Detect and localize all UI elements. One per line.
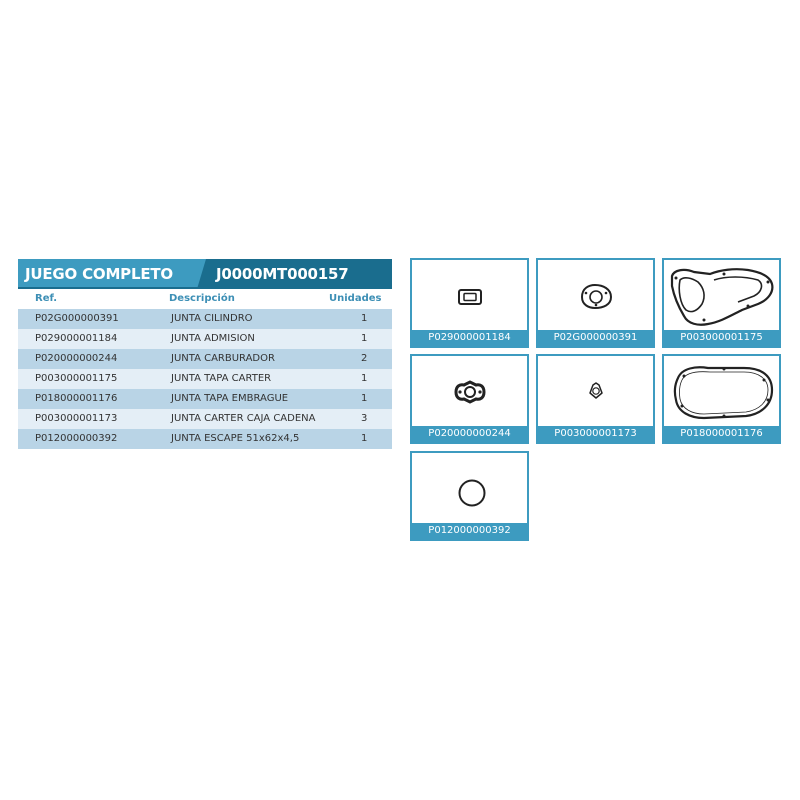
row-units: 3 <box>361 413 368 424</box>
table-row <box>18 349 392 369</box>
carburetor-gasket-icon <box>412 356 527 428</box>
part-label: P003000001175 <box>664 330 779 346</box>
chain-case-gasket-icon <box>538 356 653 428</box>
table-row <box>18 369 392 389</box>
row-ref: P029000001184 <box>35 333 118 344</box>
table-body <box>18 309 392 449</box>
part-card[interactable] <box>410 258 529 348</box>
row-units: 1 <box>361 333 368 344</box>
crankcase-cover-gasket-icon <box>664 260 779 332</box>
row-units: 2 <box>361 353 368 364</box>
row-description: JUNTA CARBURADOR <box>171 353 275 364</box>
row-description: JUNTA ADMISION <box>171 333 255 344</box>
table-row <box>18 389 392 409</box>
column-header-ref: Ref. <box>35 293 58 304</box>
row-units: 1 <box>361 313 368 324</box>
part-card[interactable] <box>410 451 529 541</box>
row-ref: P003000001175 <box>35 373 118 384</box>
part-label: P02G000000391 <box>538 330 653 346</box>
table-row <box>18 309 392 329</box>
part-label: P012000000392 <box>412 523 527 539</box>
column-header-units: Unidades <box>329 293 382 304</box>
exhaust-gasket-icon <box>412 453 527 525</box>
part-card[interactable] <box>662 354 781 444</box>
row-description: JUNTA CARTER CAJA CADENA <box>171 413 316 424</box>
kit-header <box>18 259 392 289</box>
part-card[interactable] <box>410 354 529 444</box>
clutch-cover-gasket-icon <box>664 356 779 428</box>
part-card[interactable] <box>536 258 655 348</box>
kit-code: J0000MT000157 <box>206 259 392 289</box>
part-card[interactable] <box>536 354 655 444</box>
row-ref: P02G000000391 <box>35 313 119 324</box>
row-description: JUNTA CILINDRO <box>171 313 253 324</box>
column-header-description: Descripción <box>169 293 235 304</box>
part-label: P003000001173 <box>538 426 653 442</box>
row-units: 1 <box>361 373 368 384</box>
column-headers <box>18 289 392 309</box>
row-description: JUNTA TAPA EMBRAGUE <box>171 393 289 404</box>
cylinder-gasket-icon <box>538 260 653 332</box>
row-ref: P003000001173 <box>35 413 118 424</box>
admission-gasket-icon <box>412 260 527 332</box>
table-row <box>18 409 392 429</box>
row-units: 1 <box>361 393 368 404</box>
row-ref: P018000001176 <box>35 393 118 404</box>
part-label: P018000001176 <box>664 426 779 442</box>
row-ref: P020000000244 <box>35 353 118 364</box>
row-units: 1 <box>361 433 368 444</box>
part-label: P029000001184 <box>412 330 527 346</box>
row-ref: P012000000392 <box>35 433 118 444</box>
part-label: P020000000244 <box>412 426 527 442</box>
kit-table <box>18 259 392 449</box>
row-description: JUNTA ESCAPE 51x62x4,5 <box>171 433 300 444</box>
part-card[interactable] <box>662 258 781 348</box>
kit-title: JUEGO COMPLETO <box>18 259 206 289</box>
table-row <box>18 429 392 449</box>
table-row <box>18 329 392 349</box>
row-description: JUNTA TAPA CARTER <box>171 373 272 384</box>
